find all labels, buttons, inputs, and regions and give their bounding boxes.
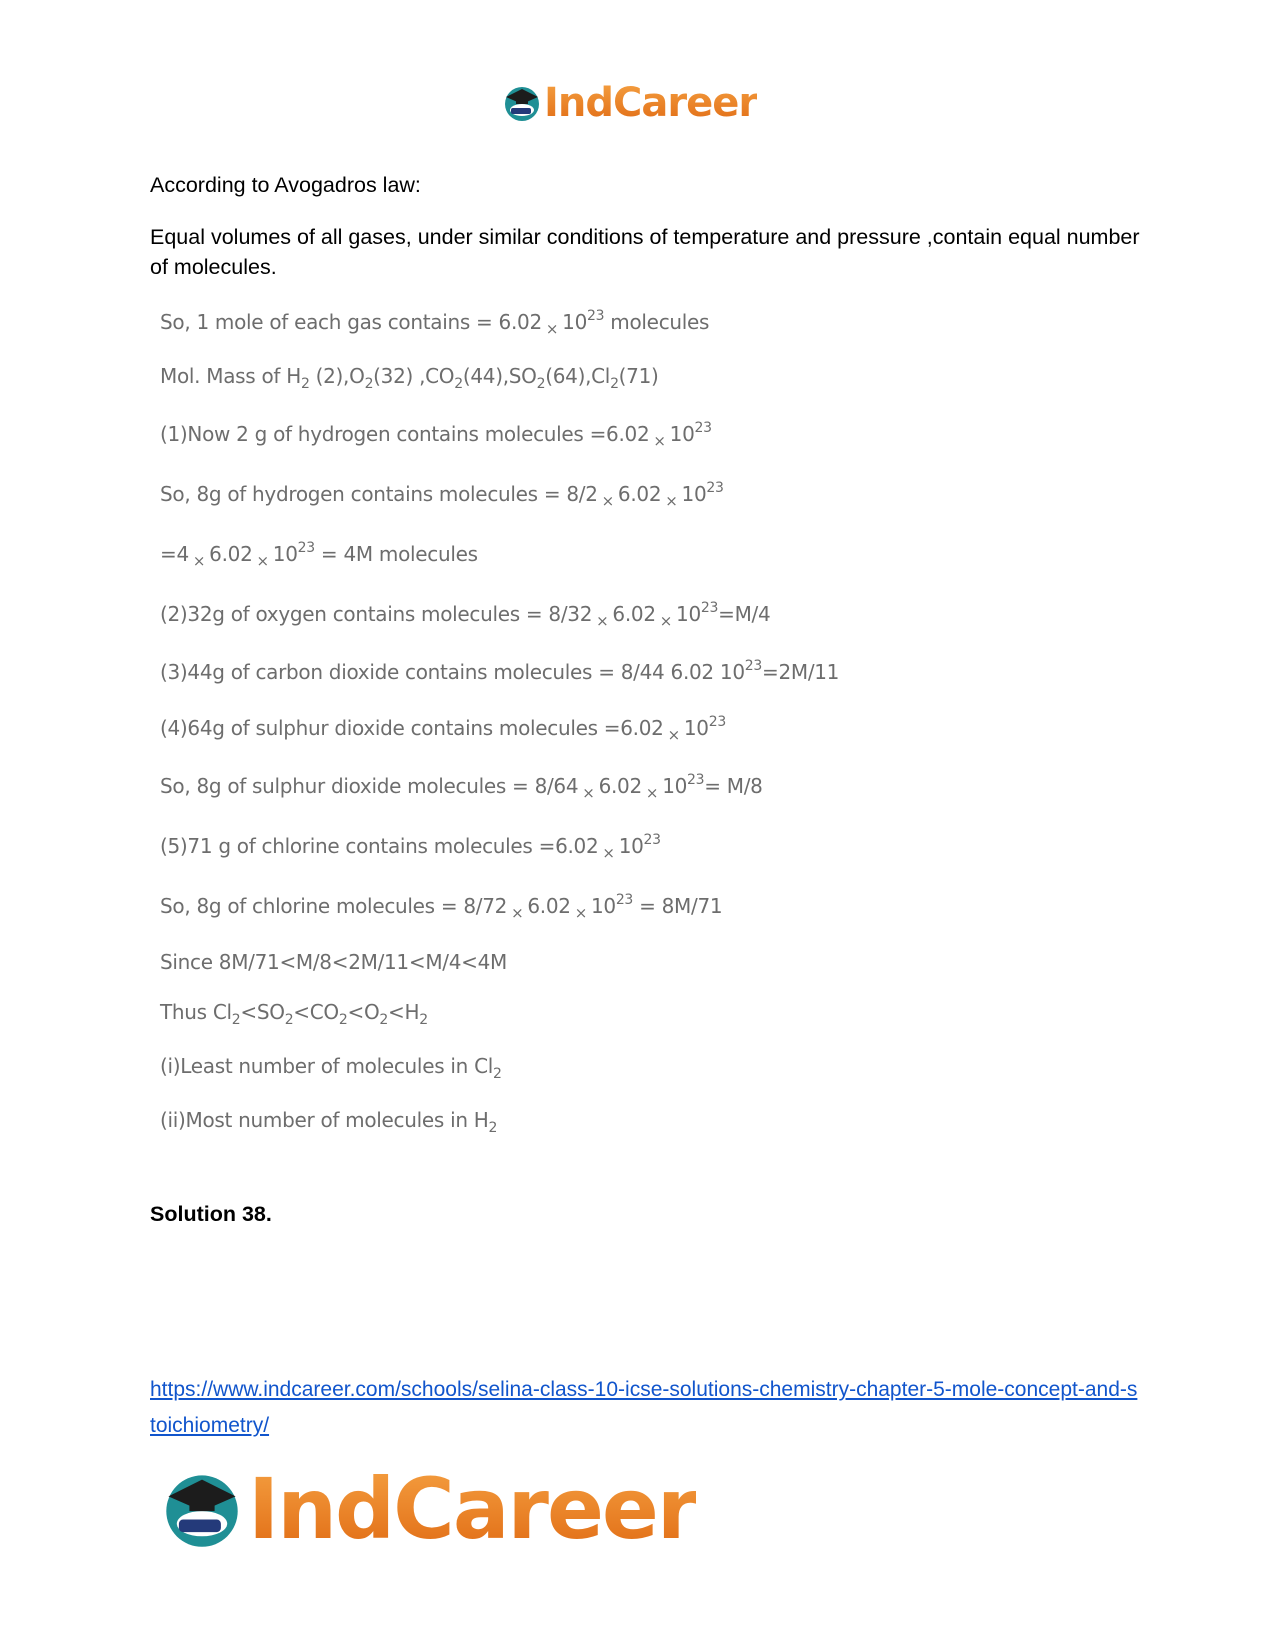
calc-line-3 <box>160 422 712 450</box>
times-symbol: × <box>645 784 659 802</box>
calc-line-12 <box>160 950 507 974</box>
text: 10 <box>618 834 644 858</box>
text: (1)Now 2 g of hydrogen contains molecules =6.02 <box>160 422 650 446</box>
logo-mark-icon <box>160 1467 244 1551</box>
times-symbol: × <box>192 552 206 570</box>
subscript: 2 <box>454 376 463 392</box>
text: 6.02 <box>598 774 642 798</box>
calc-line-10 <box>160 834 661 862</box>
subscript: 2 <box>419 1012 428 1028</box>
text: 10 <box>676 602 701 626</box>
solution-heading: Solution 38. <box>150 1202 272 1226</box>
exponent: 23 <box>615 892 634 908</box>
subscript: 2 <box>536 376 546 392</box>
exponent: 23 <box>700 600 719 616</box>
exponent: 23 <box>587 308 605 324</box>
calc-line-7 <box>160 660 839 684</box>
text: <SO <box>240 1000 285 1024</box>
text: So, 8g of chlorine molecules = 8/72 <box>160 894 508 918</box>
text: 6.02 <box>617 482 662 506</box>
calc-line-9 <box>160 774 763 802</box>
text: (i)Least number of molecules in Cl <box>160 1054 493 1078</box>
times-symbol: × <box>574 904 587 922</box>
text: 6.02 <box>527 894 571 918</box>
times-symbol: × <box>596 612 609 630</box>
text: So, 8g of sulphur dioxide molecules = 8/64 <box>160 774 579 798</box>
calc-line-11 <box>160 894 722 922</box>
times-symbol: × <box>659 612 673 630</box>
indcareer-logo-large <box>160 1460 696 1558</box>
text: (64),Cl <box>545 364 611 388</box>
text: 10 <box>562 310 588 334</box>
calc-line-5 <box>160 542 478 570</box>
exponent: 23 <box>643 832 661 848</box>
text: Mol. Mass of H <box>160 364 301 388</box>
exponent: 23 <box>694 420 712 436</box>
text: So, 1 mole of each gas contains = 6.02 <box>160 310 542 334</box>
text: <O <box>347 1000 380 1024</box>
times-symbol: × <box>667 726 680 744</box>
text: 10 <box>590 894 616 918</box>
calc-line-1 <box>160 310 709 338</box>
calc-line-2 <box>160 364 659 392</box>
times-symbol: × <box>601 492 614 510</box>
calc-line-4 <box>160 482 724 510</box>
text: (4)64g of sulphur dioxide contains molecules =6.02 <box>160 716 664 740</box>
times-symbol: × <box>582 784 595 802</box>
subscript: 2 <box>231 1012 241 1028</box>
calc-line-14 <box>160 1054 502 1082</box>
text: <H <box>388 1000 420 1024</box>
text: (32) ,CO <box>373 364 455 388</box>
exponent: 23 <box>744 658 762 674</box>
exponent: 23 <box>708 714 726 730</box>
text: = 4M molecules <box>314 542 478 566</box>
logo-text: IndCareer <box>248 1460 697 1558</box>
text: =2M/11 <box>761 660 840 684</box>
text: (71) <box>618 364 659 388</box>
times-symbol: × <box>602 844 615 862</box>
text: (44),SO <box>462 364 537 388</box>
text: 6.02 <box>209 542 253 566</box>
text: (5)71 g of chlorine contains molecules =6.02 <box>160 834 599 858</box>
text: Since 8M/71<M/8<2M/11<M/4<4M <box>160 950 507 974</box>
exponent: 23 <box>687 772 705 788</box>
logo-text: IndCareer <box>544 80 758 126</box>
times-symbol: × <box>665 492 678 510</box>
subscript: 2 <box>284 1012 294 1028</box>
exponent: 23 <box>706 480 724 496</box>
text: (ii)Most number of molecules in H <box>160 1108 489 1132</box>
text: =4 <box>160 542 189 566</box>
subscript: 2 <box>379 1012 388 1028</box>
times-symbol: × <box>511 904 524 922</box>
text: (2),O <box>309 364 365 388</box>
intro-paragraph-1: According to Avogadros law: <box>150 173 421 197</box>
subscript: 2 <box>338 1012 348 1028</box>
text: 10 <box>662 774 688 798</box>
logo-mark-icon <box>502 83 542 123</box>
text: 10 <box>681 482 707 506</box>
indcareer-logo <box>502 80 757 126</box>
text: 10 <box>669 422 695 446</box>
intro-paragraph-2: Equal volumes of all gases, under similar conditions of temperature and pressure ,contain equal number of molecules. <box>150 225 1140 279</box>
text: 10 <box>272 542 298 566</box>
subscript: 2 <box>364 376 374 392</box>
text: <CO <box>293 1000 339 1024</box>
calc-line-8 <box>160 716 726 744</box>
calc-line-15 <box>160 1108 498 1136</box>
text: =M/4 <box>718 602 771 626</box>
text: So, 8g of hydrogen contains molecules = 8/2 <box>160 482 598 506</box>
text: molecules <box>604 310 710 334</box>
text: 6.02 <box>612 602 656 626</box>
subscript: 2 <box>300 376 310 392</box>
subscript: 2 <box>488 1120 498 1136</box>
calc-line-6 <box>160 602 770 630</box>
subscript: 2 <box>492 1066 502 1082</box>
times-symbol: × <box>256 552 269 570</box>
exponent: 23 <box>297 540 315 556</box>
text: 10 <box>683 716 709 740</box>
text: = M/8 <box>704 774 763 798</box>
subscript: 2 <box>610 376 619 392</box>
text: = 8M/71 <box>633 894 723 918</box>
calc-line-13 <box>160 1000 428 1028</box>
text: Thus Cl <box>160 1000 232 1024</box>
text: (2)32g of oxygen contains molecules = 8/32 <box>160 602 593 626</box>
source-link[interactable]: https://www.indcareer.com/schools/selina-class-10-icse-solutions-chemistry-chapter-5-mole-concept-and-stoichiometry/ <box>150 1378 1138 1437</box>
text: (3)44g of carbon dioxide contains molecules = 8/44 6.02 10 <box>160 660 745 684</box>
times-symbol: × <box>545 320 559 338</box>
times-symbol: × <box>653 432 666 450</box>
